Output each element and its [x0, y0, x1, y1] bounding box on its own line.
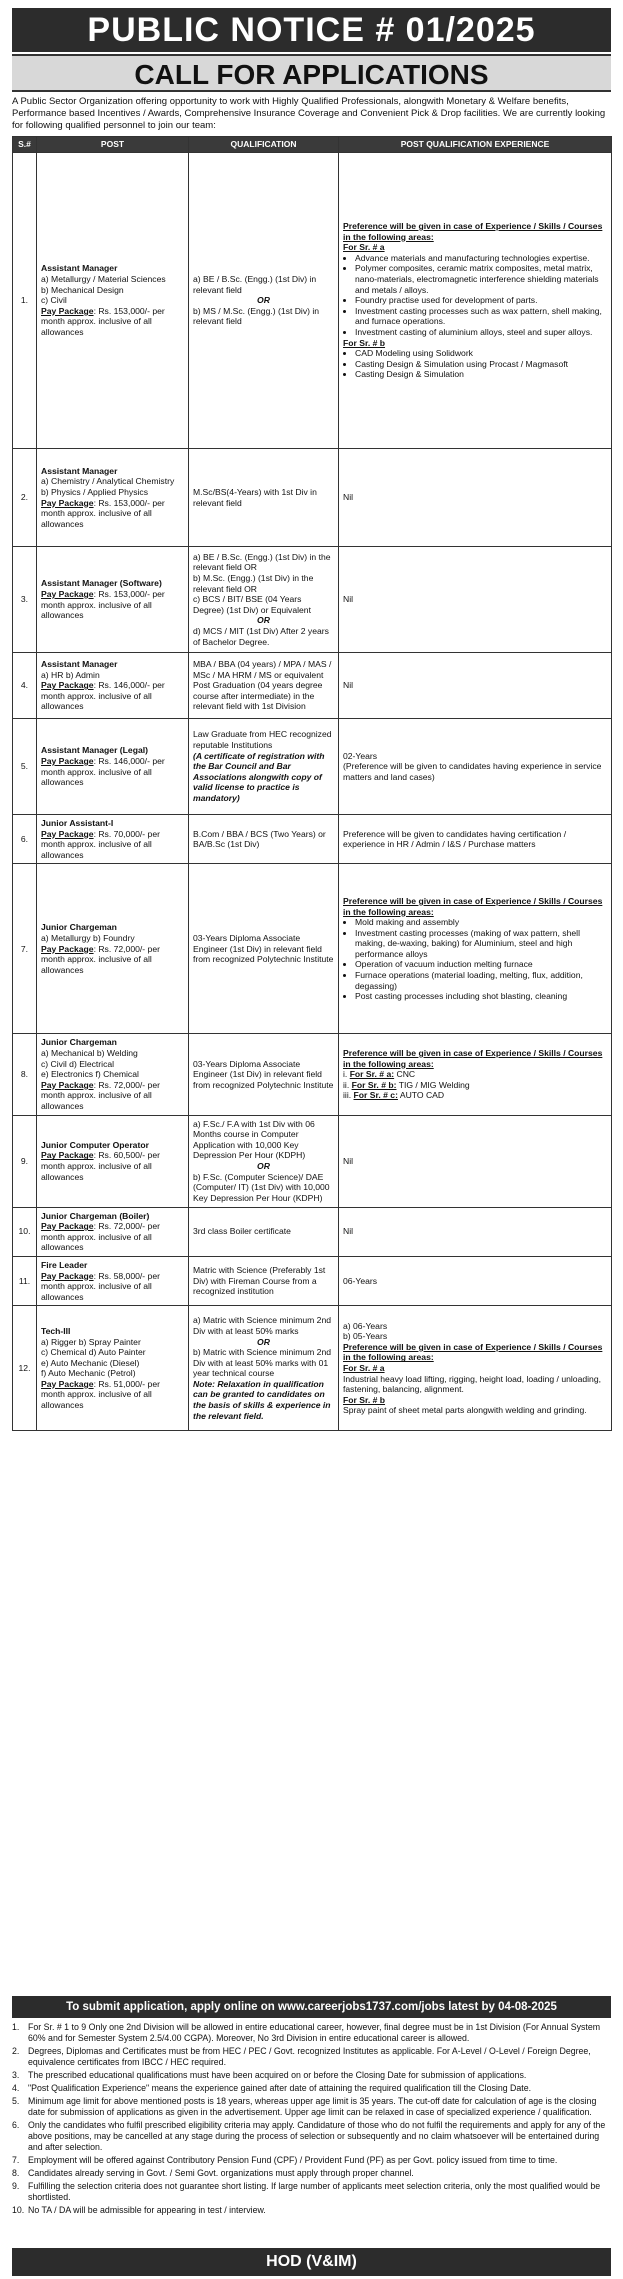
row-qualification: [189, 1115, 339, 1207]
note-number: 2.: [12, 2046, 20, 2056]
pay-package: [41, 1080, 184, 1112]
experience-item: • Casting Design & Simulation using Procast / Magmasoft: [355, 359, 607, 370]
qualification-text: B.Com / BBA / BCS (Two Years) or BA/B.Sc (1st Div): [193, 828, 326, 850]
experience-text: Nil: [343, 680, 354, 691]
experience-item: • Casting Design & Simulation: [355, 369, 607, 380]
pay-value: : Rs. 58,000/- per month approx. inclusive of all allowances: [41, 1270, 160, 1302]
jobs-table: [12, 136, 612, 1431]
row-qualification: [189, 719, 339, 815]
line-value: TIG / MIG Welding: [396, 1079, 470, 1090]
experience-item: • CAD Modeling using Solidwork: [355, 348, 607, 359]
row-qualification: [189, 864, 339, 1034]
table-row: [13, 153, 612, 449]
experience-heading: Preference will be given in case of Experience / Skills / Courses in the following areas:: [343, 895, 603, 917]
row-post: [37, 1306, 189, 1431]
row-experience: [339, 719, 612, 815]
pay-value: : Rs. 72,000/- per month approx. inclusive of all allowances: [41, 1221, 160, 1253]
note-item: [12, 2096, 611, 2118]
table-row: [13, 653, 612, 719]
pay-label: Pay Package: [41, 1079, 94, 1090]
experience-item: • Investment casting processes (making of wax pattern, shell making, de-waxing, baking) for Aluminium, steel and high performance alloys: [355, 928, 607, 960]
line-value: CNC: [394, 1069, 416, 1080]
qualification-line: a) Matric with Science minimum 2nd Div with at least 50% marks: [193, 1315, 332, 1336]
experience-list: [343, 348, 607, 380]
experience-line: [343, 1069, 607, 1080]
col-header-experience: POST QUALIFICATION EXPERIENCE: [339, 137, 612, 153]
row-sr: 5.: [13, 719, 37, 815]
post-subfield: c) Chemical d) Auto Painter: [41, 1347, 146, 1358]
pay-package: [41, 829, 184, 861]
experience-item: • Foundry practise used for development of parts.: [355, 295, 607, 306]
line-label: For Sr. # b:: [351, 1079, 397, 1090]
pay-label: Pay Package: [41, 1270, 94, 1281]
pay-value: : Rs. 60,500/- per month approx. inclusive of all allowances: [41, 1150, 160, 1182]
post-subfield: a) Mechanical b) Welding: [41, 1047, 138, 1058]
row-qualification: [189, 1207, 339, 1256]
pay-value: : Rs. 70,000/- per month approx. inclusive of all allowances: [41, 828, 160, 860]
pay-label: Pay Package: [41, 497, 94, 508]
experience-line: [343, 1090, 607, 1101]
table-row: [13, 1207, 612, 1256]
qualification-line: OR: [257, 1336, 270, 1347]
post-subfield: a) Metallurgy b) Foundry: [41, 932, 135, 943]
post-subfield: f) Auto Mechanic (Petrol): [41, 1368, 136, 1379]
line-value: AUTO CAD: [397, 1090, 445, 1101]
note-number: 3.: [12, 2070, 20, 2080]
line-label: For Sr. # a:: [349, 1069, 395, 1080]
experience-text: Nil: [343, 594, 354, 605]
table-row: [13, 449, 612, 547]
intro-text: A Public Sector Organization offering opportunity to work with Highly Qualified Professionals, alongwith Monetary & Welfare benefits, Performance based Incentives / Awards, Comprehensive Insurance Coverage and Convenient Pick & Drop facilities. We are currently looking for following qualified personnel to join our team:: [12, 96, 606, 131]
note-number: 1.: [12, 2022, 20, 2032]
note-text: "Post Qualification Experience" means the experience gained after date of attaining the required qualification till the Closing Date.: [28, 2083, 532, 2093]
qualification-line: d) MCS / MIT (1st Div) After 2 years of Bachelor Degree.: [193, 625, 329, 647]
qualification-text: Law Graduate from HEC recognized reputable Institutions: [193, 729, 332, 751]
pay-package: [41, 944, 184, 976]
pay-label: Pay Package: [41, 1378, 94, 1389]
pay-label: Pay Package: [41, 305, 94, 316]
note-text: No TA / DA will be admissible for appearing in test / interview.: [28, 2205, 266, 2215]
notice-subtitle: CALL FOR APPLICATIONS: [12, 54, 611, 92]
row-post: [37, 864, 189, 1034]
row-experience: [339, 547, 612, 653]
pay-value: : Rs. 72,000/- per month approx. inclusive of all allowances: [41, 943, 160, 975]
table-row: [13, 864, 612, 1034]
note-item: [12, 2155, 611, 2166]
post-title: Junior Computer Operator: [41, 1139, 149, 1150]
pay-label: Pay Package: [41, 755, 94, 766]
pay-label: Pay Package: [41, 588, 94, 599]
pay-label: Pay Package: [41, 1221, 94, 1232]
table-row: [13, 1306, 612, 1431]
qualification-line: b) Matric with Science minimum 2nd Div with at least 50% marks with 01 year technical course: [193, 1347, 332, 1379]
qualification-line: a) F.Sc./ F.A with 1st Div with 06 Months course in Computer Application with 10,000 Key Depression Per Hour (KDPH): [193, 1118, 315, 1161]
note-item: [12, 2022, 611, 2044]
row-sr: 3.: [13, 547, 37, 653]
experience-heading: Preference will be given in case of Experience / Skills / Courses in the following areas:: [343, 1047, 603, 1069]
row-experience: [339, 1207, 612, 1256]
apply-bar: To submit application, apply online on www.careerjobs1737.com/jobs latest by 04-08-2025: [12, 1996, 611, 2018]
note-text: Fulfilling the selection criteria does not guarantee short listing. If large number of applicants meet selection criteria, only the most qualified would be shortlisted.: [28, 2181, 601, 2202]
experience-text: Nil: [343, 1226, 354, 1237]
table-row: [13, 1115, 612, 1207]
note-text: Candidates already serving in Govt. / Semi Govt. organizations must apply through proper channel.: [28, 2168, 414, 2178]
experience-item: • Operation of vacuum induction melting furnace: [355, 959, 607, 970]
experience-item: • Advance materials and manufacturing technologies expertise.: [355, 253, 607, 264]
post-title: Fire Leader: [41, 1259, 88, 1270]
line-label: For Sr. # c:: [353, 1090, 398, 1101]
post-subfield: c) Civil: [41, 295, 67, 306]
pay-package: [41, 589, 184, 621]
post-subfield: e) Electronics f) Chemical: [41, 1069, 139, 1080]
experience-item: • Polymer composites, ceramic matrix composites, metal matrix, nano-materials, electromagnetic interference shielding materials and metals / alloys.: [355, 263, 607, 295]
pay-package: [41, 1150, 184, 1182]
row-post: [37, 719, 189, 815]
row-sr: 8.: [13, 1034, 37, 1115]
note-item: [12, 2181, 611, 2203]
post-title: Assistant Manager (Software): [41, 578, 162, 589]
experience-item: • Mold making and assembly: [355, 917, 607, 928]
footer-signature: HOD (V&IM): [12, 2248, 611, 2276]
qualification-text: 3rd class Boiler certificate: [193, 1226, 291, 1237]
note-item: [12, 2083, 611, 2094]
pay-value: : Rs. 72,000/- per month approx. inclusive of all allowances: [41, 1079, 160, 1111]
experience-text: 06-Years: [343, 1275, 378, 1286]
note-item: [12, 2046, 611, 2068]
note-item: [12, 2070, 611, 2081]
pay-package: [41, 680, 184, 712]
row-post: [37, 653, 189, 719]
row-post: [37, 547, 189, 653]
experience-heading: Preference will be given in case of Experience / Skills / Courses in the following areas:: [343, 221, 603, 242]
qualification-line: OR: [257, 1161, 270, 1172]
qualification-line: OR: [257, 615, 270, 626]
experience-text: Nil: [343, 492, 354, 503]
pay-package: [41, 306, 184, 338]
pay-package: [41, 1379, 184, 1411]
pay-value: : Rs. 146,000/- per month approx. inclusive of all allowances: [41, 680, 165, 712]
line-num: iii.: [343, 1090, 354, 1101]
notes-list: [12, 2022, 611, 2218]
table-row: [13, 547, 612, 653]
row-sr: 7.: [13, 864, 37, 1034]
experience-item: • Furnace operations (material loading, melting, flux, addition, degassing): [355, 970, 607, 991]
row-sr: 6.: [13, 815, 37, 864]
row-qualification: [189, 547, 339, 653]
col-header-post: POST: [37, 137, 189, 153]
row-post: [37, 449, 189, 547]
row-experience: [339, 1256, 612, 1305]
pay-package: [41, 1221, 184, 1253]
post-title: Junior Chargeman (Boiler): [41, 1210, 150, 1221]
pay-label: Pay Package: [41, 943, 94, 954]
experience-line: b) 05-Years: [343, 1331, 388, 1342]
line-num: ii.: [343, 1079, 352, 1090]
qualification-text: Matric with Science (Preferably 1st Div) with Fireman Course from a recognized institution: [193, 1265, 326, 1297]
qualification-line: a) BE / B.Sc. (Engg.) (1st Div) in the relevant field OR: [193, 551, 331, 573]
row-post: [37, 1207, 189, 1256]
post-title: Tech-III: [41, 1325, 71, 1336]
note-number: 8.: [12, 2168, 20, 2178]
row-sr: 12.: [13, 1306, 37, 1431]
experience-item: • Investment casting of aluminium alloys, steel and super alloys.: [355, 327, 607, 338]
qualification-line: b) M.Sc. (Engg.) (1st Div) in the relevant field OR: [193, 573, 314, 594]
qualification-line: c) BCS / BIT/ BSE (04 Years Degree) (1st Div) or Equivalent: [193, 594, 311, 615]
row-experience: [339, 449, 612, 547]
row-post: [37, 1256, 189, 1305]
experience-text: (Preference will be given to candidates having experience in service matters and land cases): [343, 761, 602, 782]
post-subfield: b) Mechanical Design: [41, 284, 124, 295]
post-subfield: a) Rigger b) Spray Painter: [41, 1336, 141, 1347]
experience-item: • Post casting processes including shot blasting, cleaning: [355, 991, 607, 1002]
experience-text: Spray paint of sheet metal parts alongwith welding and grinding.: [343, 1405, 587, 1416]
row-experience: [339, 153, 612, 449]
note-number: 4.: [12, 2083, 20, 2093]
row-experience: [339, 1115, 612, 1207]
post-title: Junior Chargeman: [41, 922, 117, 933]
pay-value: : Rs. 153,000/- per month approx. inclusive of all allowances: [41, 305, 165, 337]
post-subfield: b) Physics / Applied Physics: [41, 486, 148, 497]
experience-sub: For Sr. # b: [343, 337, 386, 348]
table-row: [13, 815, 612, 864]
pay-package: [41, 498, 184, 530]
qualification-line: OR: [257, 295, 270, 306]
note-text: Only the candidates who fulfil prescribed eligibility criteria may apply. Candidature of those who do not fulfil the requirements and apply for any of the above positions, may be cancelled at any stage during the process of selection or subsequently and no claim whatsoever will be entertained during and after selection.: [28, 2120, 606, 2152]
pay-label: Pay Package: [41, 828, 94, 839]
post-title: Junior Chargeman: [41, 1037, 117, 1048]
note-number: 9.: [12, 2181, 20, 2191]
post-title: Junior Assistant-I: [41, 818, 114, 828]
post-subfield: a) Metallurgy / Material Sciences: [41, 274, 166, 285]
experience-list: [343, 253, 607, 338]
row-qualification: [189, 153, 339, 449]
qualification-note: (A certificate of registration with the Bar Council and Bar Associations alongwith copy of valid license to practice is mandatory): [193, 750, 325, 803]
pay-label: Pay Package: [41, 1150, 94, 1161]
qualification-note: Note: Relaxation in qualification can be granted to candidates on the basis of skills & experience in the relevant field.: [193, 1378, 331, 1421]
note-text: Minimum age limit for above mentioned posts is 18 years, whereas upper age limit is 35 years. The cut-off date for calculation of age is the closing date for submission of applications as given in the advertisement. Upper age limit can be relaxed in case of specialized experience / qualification.: [28, 2096, 597, 2117]
row-post: [37, 815, 189, 864]
post-subfield: c) Civil d) Electrical: [41, 1058, 115, 1069]
row-qualification: [189, 1256, 339, 1305]
note-text: For Sr. # 1 to 9 Only one 2nd Division will be allowed in entire educational career, however, final degree must be in 1st Division (For Annual System 60% and for Semester System 2.5/4.00 CGPA). Moreover, No 3rd Division in entire educational career is allowed.: [28, 2022, 601, 2043]
note-number: 6.: [12, 2120, 20, 2130]
experience-list: [343, 917, 607, 1002]
experience-line: a) 06-Years: [343, 1320, 388, 1331]
row-qualification: [189, 1306, 339, 1431]
note-item: [12, 2205, 611, 2216]
experience-item: • Investment casting processes such as wax pattern, shell making, and furnace operations.: [355, 306, 607, 327]
row-qualification: [189, 815, 339, 864]
experience-heading: Preference will be given in case of Experience / Skills / Courses in the following areas:: [343, 1341, 603, 1363]
pay-value: : Rs. 51,000/- per month approx. inclusive of all allowances: [41, 1378, 160, 1411]
post-subfield: e) Auto Mechanic (Diesel): [41, 1357, 140, 1368]
pay-value: : Rs. 153,000/- per month approx. inclusive of all allowances: [41, 588, 165, 621]
row-sr: 1.: [13, 153, 37, 449]
row-post: [37, 1115, 189, 1207]
qualification-text: 03-Years Diploma Associate Engineer (1st Div) in relevant field from recognized Polytechnic Institute: [193, 932, 334, 965]
pay-package: [41, 756, 184, 788]
col-header-qualification: QUALIFICATION: [189, 137, 339, 153]
experience-text: Preference will be given to candidates having certification / experience in HR / Admin / I&S / Purchase matters: [343, 828, 567, 850]
pay-value: : Rs. 146,000/- per month approx. inclusive of all allowances: [41, 755, 165, 788]
table-row: [13, 719, 612, 815]
post-title: Assistant Manager: [41, 659, 118, 670]
qualification-line: a) BE / B.Sc. (Engg.) (1st Div) in relevant field: [193, 274, 317, 295]
row-qualification: [189, 449, 339, 547]
pay-label: Pay Package: [41, 680, 94, 691]
pay-package: [41, 1271, 184, 1303]
note-number: 5.: [12, 2096, 20, 2106]
qualification-text: M.Sc/BS(4-Years) with 1st Div in relevant field: [193, 486, 317, 508]
experience-sub: For Sr. # a: [343, 1362, 385, 1373]
row-experience: [339, 653, 612, 719]
experience-text: Industrial heavy load lifting, rigging, height load, loading / unloading, fastening, balancing, alignment.: [343, 1373, 601, 1395]
row-qualification: [189, 1034, 339, 1115]
row-experience: [339, 1306, 612, 1431]
row-sr: 9.: [13, 1115, 37, 1207]
post-subfield: a) Chemistry / Analytical Chemistry: [41, 476, 175, 487]
experience-text: 02-Years: [343, 750, 378, 761]
qualification-line: b) F.Sc. (Computer Science)/ DAE (Computer/ IT) (1st Div) with 10,000 Key Depression Per Hour (KDPH): [193, 1171, 330, 1203]
row-sr: 10.: [13, 1207, 37, 1256]
row-sr: 11.: [13, 1256, 37, 1305]
row-post: [37, 153, 189, 449]
row-sr: 2.: [13, 449, 37, 547]
row-qualification: [189, 653, 339, 719]
pay-value: : Rs. 153,000/- per month approx. inclusive of all allowances: [41, 497, 165, 529]
qualification-line: b) MS / M.Sc. (Engg.) (1st Div) in relevant field: [193, 305, 320, 327]
row-experience: [339, 1034, 612, 1115]
table-row: [13, 1256, 612, 1305]
note-number: 7.: [12, 2155, 20, 2165]
row-post: [37, 1034, 189, 1115]
note-item: [12, 2120, 611, 2153]
notice-title: PUBLIC NOTICE # 01/2025: [12, 8, 611, 52]
note-text: The prescribed educational qualifications must have been acquired on or before the Closing Date for submission of applications.: [28, 2070, 527, 2080]
experience-sub: For Sr. # b: [343, 1394, 386, 1405]
post-subfield: a) HR b) Admin: [41, 669, 100, 680]
row-experience: [339, 815, 612, 864]
note-text: Employment will be offered against Contributory Pension Fund (CPF) / Provident Fund (PF) as per Govt. policy issued from time to time.: [28, 2155, 558, 2165]
note-item: [12, 2168, 611, 2179]
table-row: [13, 1034, 612, 1115]
note-text: Degrees, Diplomas and Certificates must be from HEC / PEC / Govt. recognized Institutes as applicable. For A-Level / O-Level / Foreign Degree, equivalence certificates from IBCC / HEC required.: [28, 2046, 591, 2067]
post-title: Assistant Manager: [41, 465, 118, 476]
qualification-text: 03-Years Diploma Associate Engineer (1st Div) in relevant field from recognized Polytechnic Institute: [193, 1058, 334, 1090]
experience-line: [343, 1080, 607, 1091]
qualification-text: MBA / BBA (04 years) / MPA / MAS / MSc / MA HRM / MS or equivalent Post Graduation (04 years degree course after intermediate) in the relevant field with 1st Division: [193, 659, 332, 712]
post-title: Assistant Manager (Legal): [41, 745, 148, 756]
experience-text: Nil: [343, 1155, 354, 1166]
col-header-sr: S.#: [13, 137, 37, 153]
row-sr: 4.: [13, 653, 37, 719]
row-experience: [339, 864, 612, 1034]
post-title: Assistant Manager: [41, 263, 118, 274]
experience-sub: For Sr. # a: [343, 242, 385, 253]
note-number: 10.: [12, 2205, 25, 2215]
line-num: i.: [343, 1069, 350, 1080]
